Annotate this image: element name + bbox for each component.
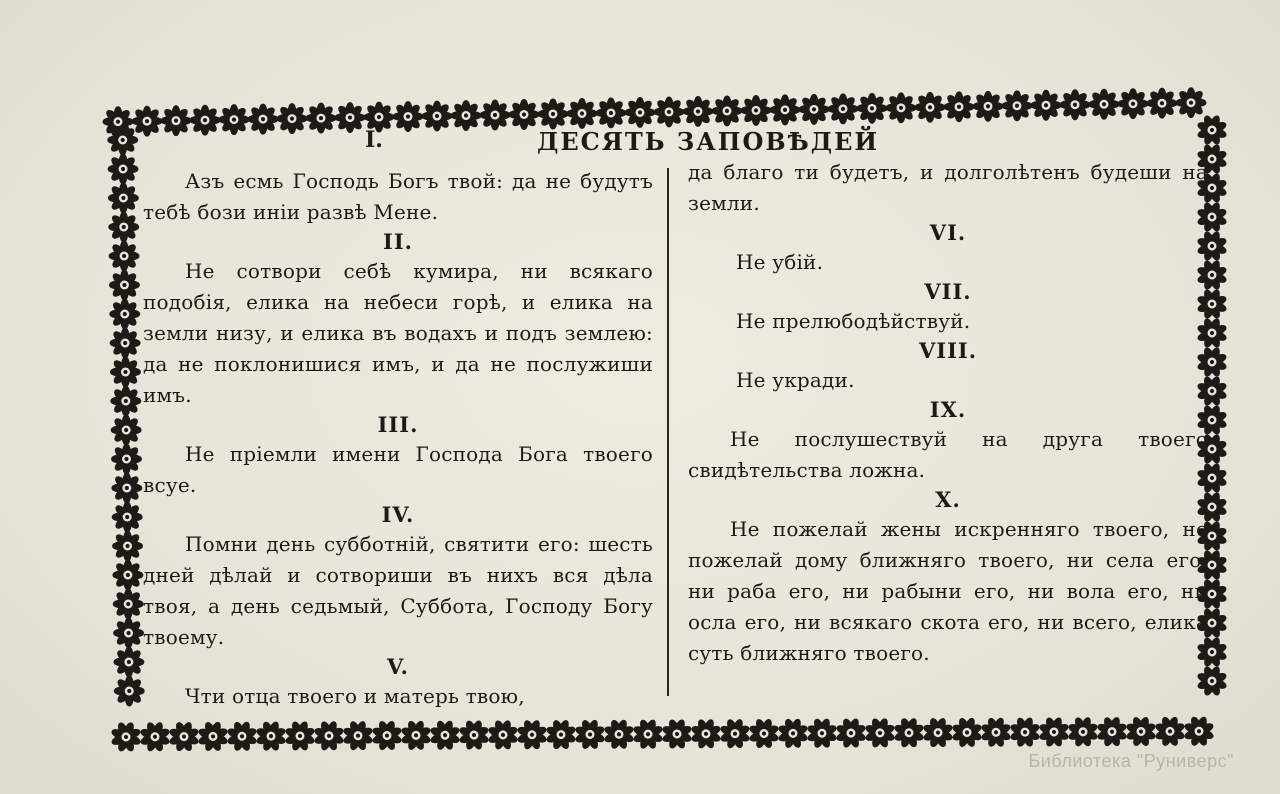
- border-rosette: [111, 444, 142, 475]
- border-rosette: [1121, 711, 1161, 751]
- border-rosette: [110, 357, 141, 388]
- border-rosette: [219, 104, 250, 135]
- border-rosette: [973, 91, 1004, 122]
- border-rosette: [567, 98, 598, 129]
- border-rosette: [802, 713, 842, 753]
- border-rosette: [454, 715, 494, 755]
- commandment-4-text: Помни день субботній, святити его: шесть дней дѣлай и сотвориши въ нихъ вся дѣла твоя, а день седьмый, Суббота, Господу Богу твоему.: [143, 532, 653, 649]
- border-rosette: [338, 716, 378, 755]
- border-rosette: [1092, 712, 1132, 752]
- commandment-5-continuation: да благо ти будетъ, и долголѣтенъ будеши на земли.: [688, 160, 1208, 215]
- border-rosette: [1118, 88, 1149, 119]
- border-rosette: [686, 714, 726, 754]
- border-rosette: [112, 502, 143, 533]
- border-rosette: [744, 713, 784, 753]
- border-rosette: [1176, 87, 1207, 118]
- border-rosette: [112, 531, 143, 562]
- border-rosette: [277, 103, 308, 134]
- border-rosette: [625, 97, 656, 128]
- border-rosette: [657, 714, 697, 754]
- border-rosette: [799, 94, 830, 125]
- border-rosette: [860, 713, 900, 753]
- border-rosette: [114, 676, 145, 707]
- border-rosette: [108, 183, 139, 214]
- border-rosette: [113, 647, 144, 678]
- border-rosette: [109, 299, 140, 330]
- border-rosette: [889, 713, 929, 753]
- border-rosette: [135, 717, 175, 755]
- border-rosette: [480, 100, 511, 131]
- page-title: ДЕСЯТЬ ЗАПОВѢДЕЙ: [537, 127, 880, 156]
- border-rosette: [109, 270, 140, 301]
- border-rosette: [111, 415, 142, 446]
- border-rosette: [107, 125, 138, 156]
- border-rosette: [770, 94, 801, 125]
- right-column: [688, 157, 1208, 669]
- border-rosette: [335, 102, 366, 133]
- border-rosette: [108, 154, 139, 185]
- border-rosette: [741, 95, 772, 126]
- border-rosette: [541, 714, 581, 754]
- border-rosette: [193, 716, 233, 755]
- border-rosette: [857, 93, 888, 124]
- commandment-6-numeral: VI.: [929, 220, 967, 245]
- commandment-3-numeral: III.: [377, 412, 419, 437]
- commandment-9-text: Не послушествуй на друга твоего свидѣтельства ложна.: [688, 427, 1208, 482]
- border-rosette: [112, 560, 143, 591]
- commandment-1-numeral: I.: [365, 127, 383, 153]
- commandment-10-text: Не пожелай жены искренняго твоего, не пожелай дому ближняго твоего, ни села его, ни раба его, ни рабыни его, ни вола его, ни осла его, ни всякаго скота его, ни всего, елика суть ближняго твоего.: [688, 517, 1208, 665]
- border-rosette: [306, 103, 337, 134]
- border-rosette: [113, 589, 144, 620]
- border-rosette: [132, 106, 163, 137]
- border-rosette: [251, 716, 291, 755]
- border-rosette: [512, 715, 552, 755]
- border-rosette: [1150, 711, 1190, 751]
- border-rosette: [113, 618, 144, 649]
- border-rosette: [828, 93, 859, 124]
- border-rosette: [509, 99, 540, 130]
- border-rosette: [944, 91, 975, 122]
- border-rosette: [190, 105, 221, 136]
- border-rosette: [683, 96, 714, 127]
- border-rosette: [1034, 712, 1074, 752]
- commandment-8-numeral: VIII.: [918, 338, 978, 363]
- border-rosette: [367, 715, 407, 755]
- border-rosette: [248, 104, 279, 135]
- border-rosette: [1147, 88, 1178, 119]
- commandment-1-text: Азъ есмь Господь Богъ твой: да не будутъ тебѣ бози иніи развѣ Мене.: [143, 169, 653, 224]
- border-rosette: [654, 96, 685, 127]
- border-rosette: [1063, 712, 1103, 752]
- border-rosette: [538, 99, 569, 130]
- commandment-5-text: Чти отца твоего и матерь твою,: [185, 684, 525, 708]
- commandment-10-numeral: X.: [935, 487, 961, 512]
- border-rosette: [1002, 90, 1033, 121]
- border-rosette: [915, 92, 946, 123]
- border-rosette: [108, 212, 139, 243]
- border-rosette: [110, 386, 141, 417]
- border-rosette: [773, 713, 813, 753]
- border-rosette: [111, 473, 142, 504]
- border-rosette: [1179, 711, 1219, 751]
- border-rosette: [628, 714, 668, 754]
- border-rosette: [1005, 712, 1045, 752]
- border-rosette: [164, 716, 204, 755]
- border-rosette: [222, 716, 262, 755]
- border-rosette: [483, 715, 523, 755]
- border-rosette: [309, 716, 349, 755]
- border-rosette: [712, 95, 743, 126]
- commandment-9-numeral: IX.: [929, 397, 967, 422]
- border-rosette: [1060, 89, 1091, 120]
- border-rosette: [1089, 89, 1120, 120]
- commandment-4-numeral: IV.: [381, 502, 415, 527]
- commandment-8-text: Не укради.: [736, 368, 855, 392]
- border-rosette: [1192, 110, 1230, 150]
- border-rosette: [396, 715, 436, 755]
- border-rosette: [886, 92, 917, 123]
- border-rosette: [599, 714, 639, 754]
- commandment-7-numeral: VII.: [924, 279, 972, 304]
- border-rosette: [280, 716, 320, 755]
- border-rosette: [918, 712, 958, 752]
- border-rosette: [106, 717, 146, 755]
- border-rosette: [1031, 90, 1062, 121]
- library-watermark: Библиотека "Руниверс": [1028, 751, 1234, 771]
- border-rosette: [947, 712, 987, 752]
- commandment-3-text: Не пріемли имени Господа Бога твоего всуе.: [143, 442, 653, 497]
- heading: [365, 127, 1005, 159]
- left-column: [143, 166, 653, 712]
- border-rosette: [161, 105, 192, 136]
- commandment-2-text: Не сотвори себѣ кумира, ни всякаго подобія, елика на небеси горѣ, и елика на земли низу, и елика въ водахъ и подъ землею: да не поклонишися имъ, и да не послужиши имъ.: [143, 259, 653, 407]
- border-rosette: [976, 712, 1016, 752]
- commandment-5-numeral: V.: [387, 654, 409, 679]
- border-rosette: [570, 714, 610, 754]
- border-rosette: [831, 713, 871, 753]
- border-rosette: [109, 241, 140, 272]
- border-rosette: [425, 715, 465, 755]
- commandment-7-text: Не прелюбодѣйствуй.: [736, 309, 971, 333]
- commandment-6-text: Не убій.: [736, 250, 824, 274]
- border-rosette: [110, 328, 141, 359]
- column-divider: [667, 168, 669, 696]
- border-rosette: [596, 98, 627, 129]
- border-rosette: [715, 714, 755, 754]
- commandment-2-numeral: II.: [383, 229, 413, 254]
